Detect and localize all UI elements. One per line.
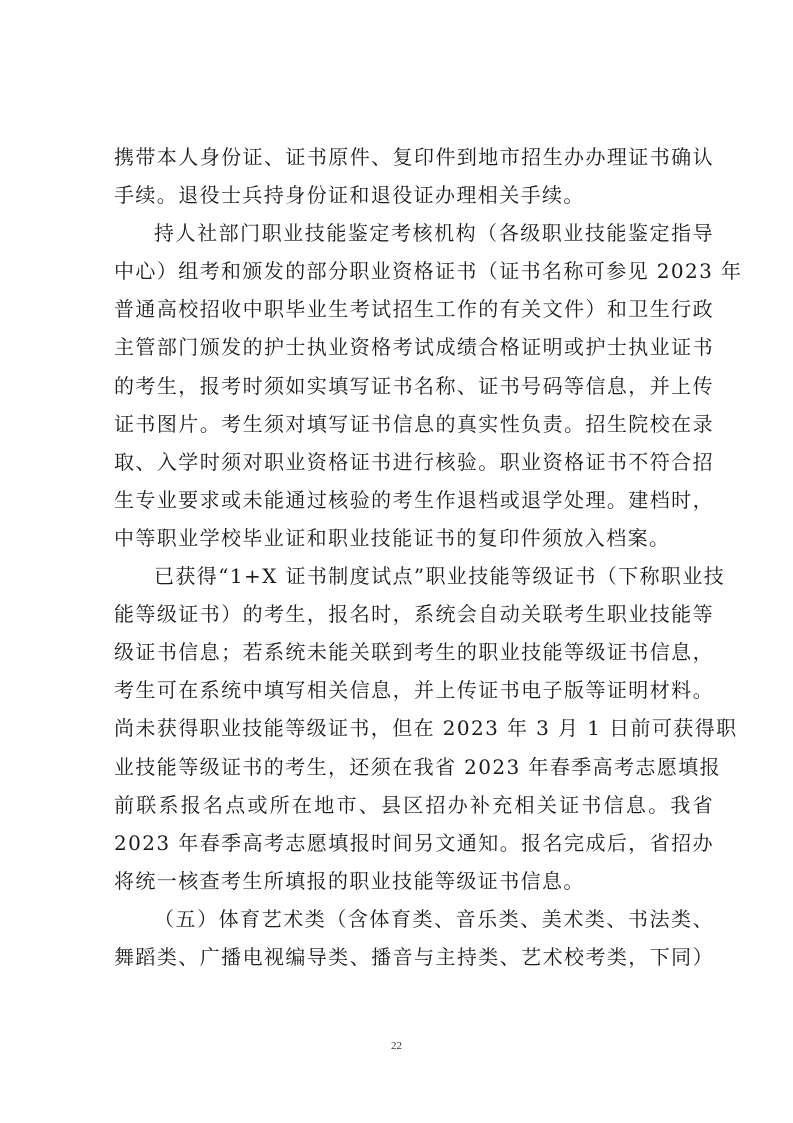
text-line: 证书图片。考生须对填写证书信息的真实性负责。招生院校在录 — [114, 411, 714, 436]
text-line: 中心）组考和颁发的部分职业资格证书（证书名称可参见 2023 年 — [114, 259, 743, 284]
text-line: 中等职业学校毕业证和职业技能证书的复印件须放入档案。 — [114, 525, 671, 550]
text-line: 2023 年春季高考志愿填报时间另文通知。报名完成后，省招办 — [114, 830, 714, 855]
text-line: 舞蹈类、广播电视编导类、播音与主持类、艺术校考类，下同） — [114, 944, 714, 969]
text-line: 携带本人身份证、证书原件、复印件到地市招生办办理证书确认 — [114, 145, 714, 169]
text-line: 将统一核查考生所填报的职业技能等级证书信息。 — [114, 868, 585, 893]
text-line: 的考生，报考时须如实填写证书名称、证书号码等信息，并上传 — [114, 373, 714, 398]
text-line: 前联系报名点或所在地市、县区招办补充相关证书信息。我省 — [114, 792, 714, 817]
text-line: 能等级证书）的考生，报名时，系统会自动关联考生职业技能等 — [114, 602, 714, 627]
section-heading-line: （五）体育艺术类（含体育类、音乐类、美术类、书法类、 — [154, 906, 714, 931]
text-line: 尚未获得职业技能等级证书，但在 2023 年 3 月 1 日前可获得职 — [114, 716, 738, 741]
text-line: 业技能等级证书的考生，还须在我省 2023 年春季高考志愿填报 — [114, 754, 722, 779]
text-line: 主管部门颁发的护士执业资格考试成绩合格证明或护士执业证书 — [114, 335, 714, 360]
paragraph-start-line: 持人社部门职业技能鉴定考核机构（各级职业技能鉴定指导 — [154, 221, 714, 246]
text-line: 级证书信息；若系统未能关联到考生的职业技能等级证书信息， — [114, 640, 714, 665]
page-number: 22 — [391, 1040, 402, 1052]
text-line: 考生可在系统中填写相关信息，并上传证书电子版等证明材料。 — [114, 678, 714, 703]
document-body — [114, 138, 743, 976]
text-line: 生专业要求或未能通过核验的考生作退档或退学处理。建档时， — [114, 487, 714, 512]
text-line: 普通高校招收中职毕业生考试招生工作的有关文件）和卫生行政 — [114, 297, 714, 322]
paragraph-start-line: 已获得“1+X 证书制度试点”职业技能等级证书（下称职业技 — [154, 564, 726, 589]
text-line: 取、入学时须对职业资格证书进行核验。职业资格证书不符合招 — [114, 449, 714, 474]
text-line: 手续。退役士兵持身份证和退役证办理相关手续。 — [114, 183, 585, 208]
